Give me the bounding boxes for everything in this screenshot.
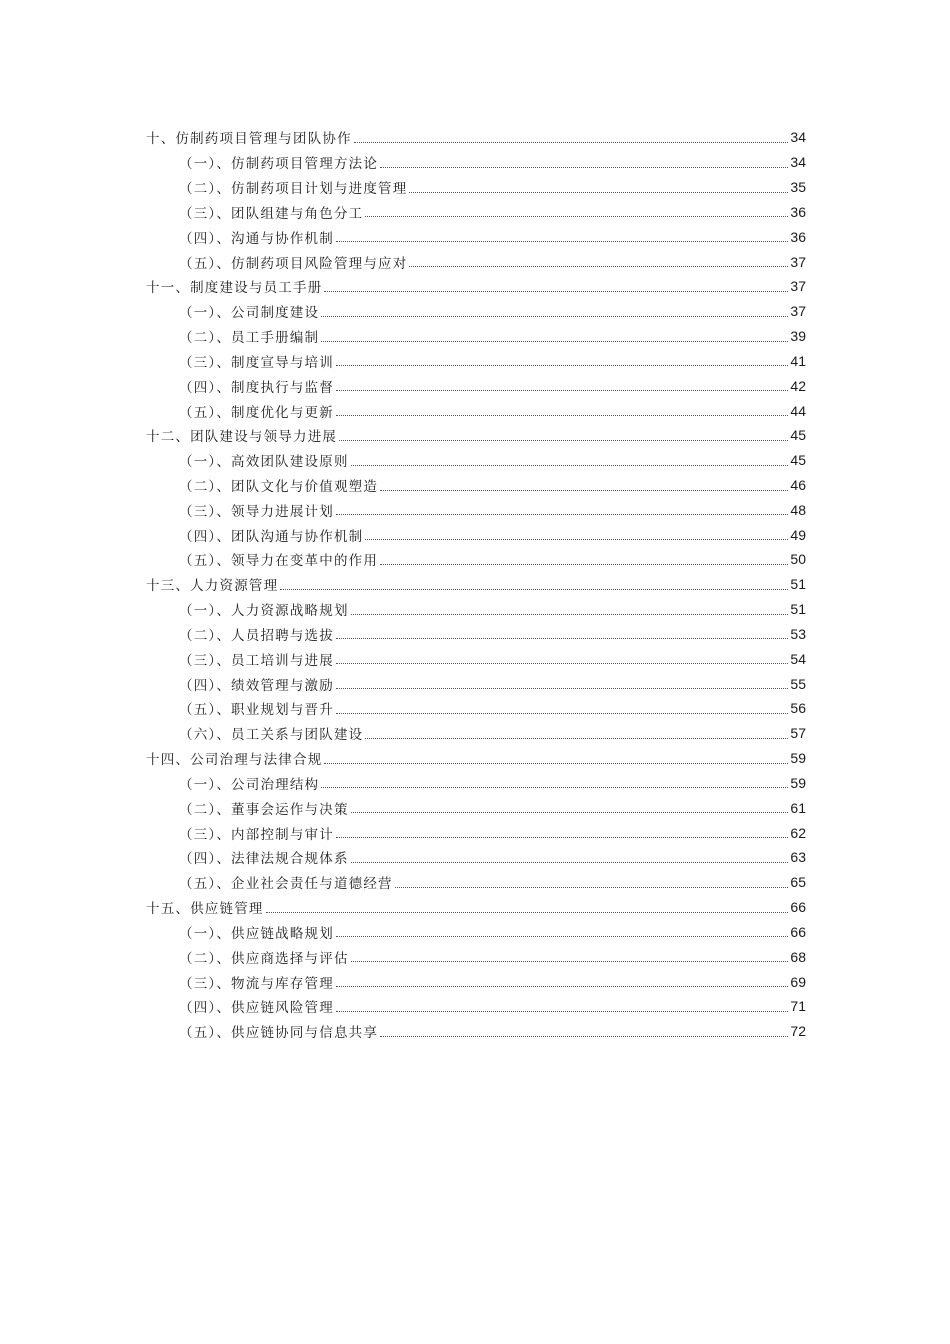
toc-section-entry[interactable] <box>0 920 950 945</box>
toc-page-number: 35 <box>790 179 806 196</box>
toc-section-entry[interactable] <box>0 224 950 249</box>
dot-leader <box>351 613 789 615</box>
toc-page-number: 63 <box>790 849 806 866</box>
toc-page-number: 45 <box>790 452 806 469</box>
toc-entry-title: 十三、人力资源管理 <box>146 578 279 595</box>
toc-page-number: 53 <box>790 625 806 642</box>
dot-leader <box>336 240 788 242</box>
toc-page-number: 42 <box>790 377 806 394</box>
toc-entry-title: （三）、制度宣导与培训 <box>179 354 334 371</box>
toc-section-entry[interactable] <box>0 448 950 473</box>
dot-leader <box>280 588 788 590</box>
dot-leader <box>336 712 788 714</box>
toc-chapter-entry[interactable] <box>0 746 950 771</box>
toc-page-number: 44 <box>790 402 806 419</box>
dot-leader <box>321 315 788 317</box>
toc-page-number: 51 <box>790 601 806 618</box>
toc-section-entry[interactable] <box>0 175 950 200</box>
toc-section-entry[interactable] <box>0 969 950 994</box>
toc-page-number: 66 <box>790 923 806 940</box>
dot-leader <box>336 687 788 689</box>
dot-leader <box>266 911 789 913</box>
toc-entry-title: （五）、仿制药项目风险管理与应对 <box>179 255 408 272</box>
dot-leader <box>380 166 788 168</box>
toc-section-entry[interactable] <box>0 150 950 175</box>
toc-entry-title: （六）、员工关系与团队建设 <box>179 727 364 744</box>
toc-page-number: 62 <box>790 824 806 841</box>
toc-section-entry[interactable] <box>0 870 950 895</box>
toc-entry-title: （四）、供应链风险管理 <box>179 1000 334 1017</box>
toc-page-number: 37 <box>790 253 806 270</box>
dot-leader <box>336 414 788 416</box>
toc-section-entry[interactable] <box>0 497 950 522</box>
dot-leader <box>395 886 789 888</box>
toc-page-number: 68 <box>790 948 806 965</box>
toc-entry-title: （四）、绩效管理与激励 <box>179 677 334 694</box>
toc-section-entry[interactable] <box>0 721 950 746</box>
toc-entry-title: 十五、供应链管理 <box>146 901 264 918</box>
toc-page-number: 41 <box>790 352 806 369</box>
dot-leader <box>336 513 788 515</box>
toc-chapter-entry[interactable] <box>0 125 950 150</box>
toc-page-number: 57 <box>790 725 806 742</box>
toc-entry-title: （一）、高效团队建设原则 <box>179 454 349 471</box>
toc-page-number: 65 <box>790 874 806 891</box>
toc-entry-title: （二）、仿制药项目计划与进度管理 <box>179 181 408 198</box>
toc-page-number: 36 <box>790 203 806 220</box>
toc-entry-title: （二）、员工手册编制 <box>179 330 320 347</box>
toc-page-number: 50 <box>790 551 806 568</box>
dot-leader <box>365 737 788 739</box>
toc-page-number: 39 <box>790 328 806 345</box>
toc-page-number: 72 <box>790 1023 806 1040</box>
toc-section-entry[interactable] <box>0 696 950 721</box>
toc-entry-title: （三）、员工培训与进展 <box>179 652 334 669</box>
toc-section-entry[interactable] <box>0 547 950 572</box>
dot-leader <box>339 439 788 441</box>
toc-entry-title: （二）、团队文化与价值观塑造 <box>179 479 379 495</box>
toc-entry-title: （三）、领导力进展计划 <box>179 503 334 520</box>
toc-page-number: 51 <box>790 576 806 593</box>
toc-page-number: 36 <box>790 228 806 245</box>
toc-entry-title: 十一、制度建设与员工手册 <box>146 280 323 297</box>
toc-page-number: 46 <box>790 477 806 493</box>
toc-section-entry[interactable] <box>0 249 950 274</box>
toc-section-entry[interactable] <box>0 199 950 224</box>
toc-page-number: 69 <box>790 973 806 990</box>
toc-section-entry[interactable] <box>0 671 950 696</box>
toc-entry-title: （五）、企业社会责任与道德经营 <box>179 876 393 893</box>
dot-leader <box>380 489 788 491</box>
toc-page-number: 45 <box>790 427 806 444</box>
dot-leader <box>351 960 789 962</box>
toc-section-entry[interactable] <box>0 994 950 1019</box>
dot-leader <box>336 935 788 937</box>
dot-leader <box>336 389 788 391</box>
toc-section-entry[interactable] <box>0 845 950 870</box>
toc-entry-title: （一）、公司制度建设 <box>179 305 320 322</box>
dot-leader <box>336 1010 788 1012</box>
toc-entry-title: 十二、团队建设与领导力进展 <box>146 429 338 446</box>
toc-page-number: 56 <box>790 700 806 717</box>
toc-section-entry[interactable] <box>0 944 950 969</box>
toc-entry-title: （四）、制度执行与监督 <box>179 379 334 396</box>
toc-entry-title: 十、仿制药项目管理与团队协作 <box>146 131 352 148</box>
toc-page-number: 66 <box>790 899 806 916</box>
toc-page-number: 59 <box>790 774 806 791</box>
toc-entry-title: （一）、供应链战略规划 <box>179 925 334 942</box>
dot-leader <box>351 464 789 466</box>
toc-section-entry[interactable] <box>0 473 950 498</box>
toc-entry-title: （一）、人力资源战略规划 <box>179 603 349 620</box>
dot-leader <box>380 1035 788 1037</box>
dot-leader <box>380 563 788 565</box>
dot-leader <box>336 364 788 366</box>
toc-section-entry[interactable] <box>0 771 950 796</box>
toc-page-number: 49 <box>790 526 806 543</box>
toc-entry-title: （二）、董事会运作与决策 <box>179 801 349 818</box>
dot-leader <box>409 191 788 193</box>
toc-section-entry[interactable] <box>0 299 950 324</box>
toc-section-entry[interactable] <box>0 622 950 647</box>
dot-leader <box>321 786 788 788</box>
toc-section-entry[interactable] <box>0 522 950 547</box>
toc-chapter-entry[interactable] <box>0 423 950 448</box>
dot-leader <box>365 215 788 217</box>
toc-entry-title: （一）、仿制药项目管理方法论 <box>179 156 379 173</box>
toc-page-number: 54 <box>790 650 806 667</box>
toc-entry-title: （三）、内部控制与审计 <box>179 826 334 843</box>
dot-leader <box>365 538 788 540</box>
toc-entry-title: （五）、职业规划与晋升 <box>179 702 334 719</box>
dot-leader <box>324 762 788 764</box>
toc-entry-title: （三）、物流与库存管理 <box>179 975 334 992</box>
toc-page-number: 61 <box>790 799 806 816</box>
toc-page-number: 37 <box>790 303 806 320</box>
toc-page-number: 48 <box>790 501 806 518</box>
dot-leader <box>351 811 789 813</box>
dot-leader <box>336 637 788 639</box>
toc-section-entry[interactable] <box>0 646 950 671</box>
dot-leader <box>336 836 788 838</box>
toc-entry-title: （四）、团队沟通与协作机制 <box>179 528 364 545</box>
toc-section-entry[interactable] <box>0 1019 950 1044</box>
toc-page-number: 71 <box>790 998 806 1015</box>
toc-entry-title: （五）、制度优化与更新 <box>179 404 334 421</box>
dot-leader <box>351 861 789 863</box>
toc-page-number: 34 <box>790 129 806 146</box>
toc-section-entry[interactable] <box>0 597 950 622</box>
toc-page-number: 34 <box>790 154 806 171</box>
table-of-contents <box>0 125 950 1044</box>
toc-entry-title: （五）、领导力在变革中的作用 <box>179 553 379 570</box>
toc-section-entry[interactable] <box>0 398 950 423</box>
dot-leader <box>324 290 788 292</box>
toc-page-number: 59 <box>790 750 806 767</box>
toc-chapter-entry[interactable] <box>0 895 950 920</box>
dot-leader <box>321 340 788 342</box>
toc-page-number: 55 <box>790 675 806 692</box>
toc-entry-title: （四）、法律法规合规体系 <box>179 851 349 868</box>
dot-leader <box>336 662 788 664</box>
toc-entry-title: （二）、人员招聘与选拔 <box>179 627 334 644</box>
toc-entry-title: （二）、供应商选择与评估 <box>179 950 349 967</box>
toc-entry-title: （四）、沟通与协作机制 <box>179 230 334 247</box>
toc-chapter-entry[interactable] <box>0 274 950 299</box>
toc-page-number: 37 <box>790 278 806 295</box>
toc-section-entry[interactable] <box>0 820 950 845</box>
dot-leader <box>354 141 789 143</box>
toc-section-entry[interactable] <box>0 348 950 373</box>
dot-leader <box>409 265 788 267</box>
toc-chapter-entry[interactable] <box>0 572 950 597</box>
toc-section-entry[interactable] <box>0 324 950 349</box>
toc-entry-title: （三）、团队组建与角色分工 <box>179 205 364 222</box>
toc-entry-title: 十四、公司治理与法律合规 <box>146 752 323 769</box>
toc-section-entry[interactable] <box>0 795 950 820</box>
toc-section-entry[interactable] <box>0 373 950 398</box>
dot-leader <box>336 985 788 987</box>
toc-entry-title: （一）、公司治理结构 <box>179 776 320 793</box>
toc-entry-title: （五）、供应链协同与信息共享 <box>179 1025 379 1042</box>
